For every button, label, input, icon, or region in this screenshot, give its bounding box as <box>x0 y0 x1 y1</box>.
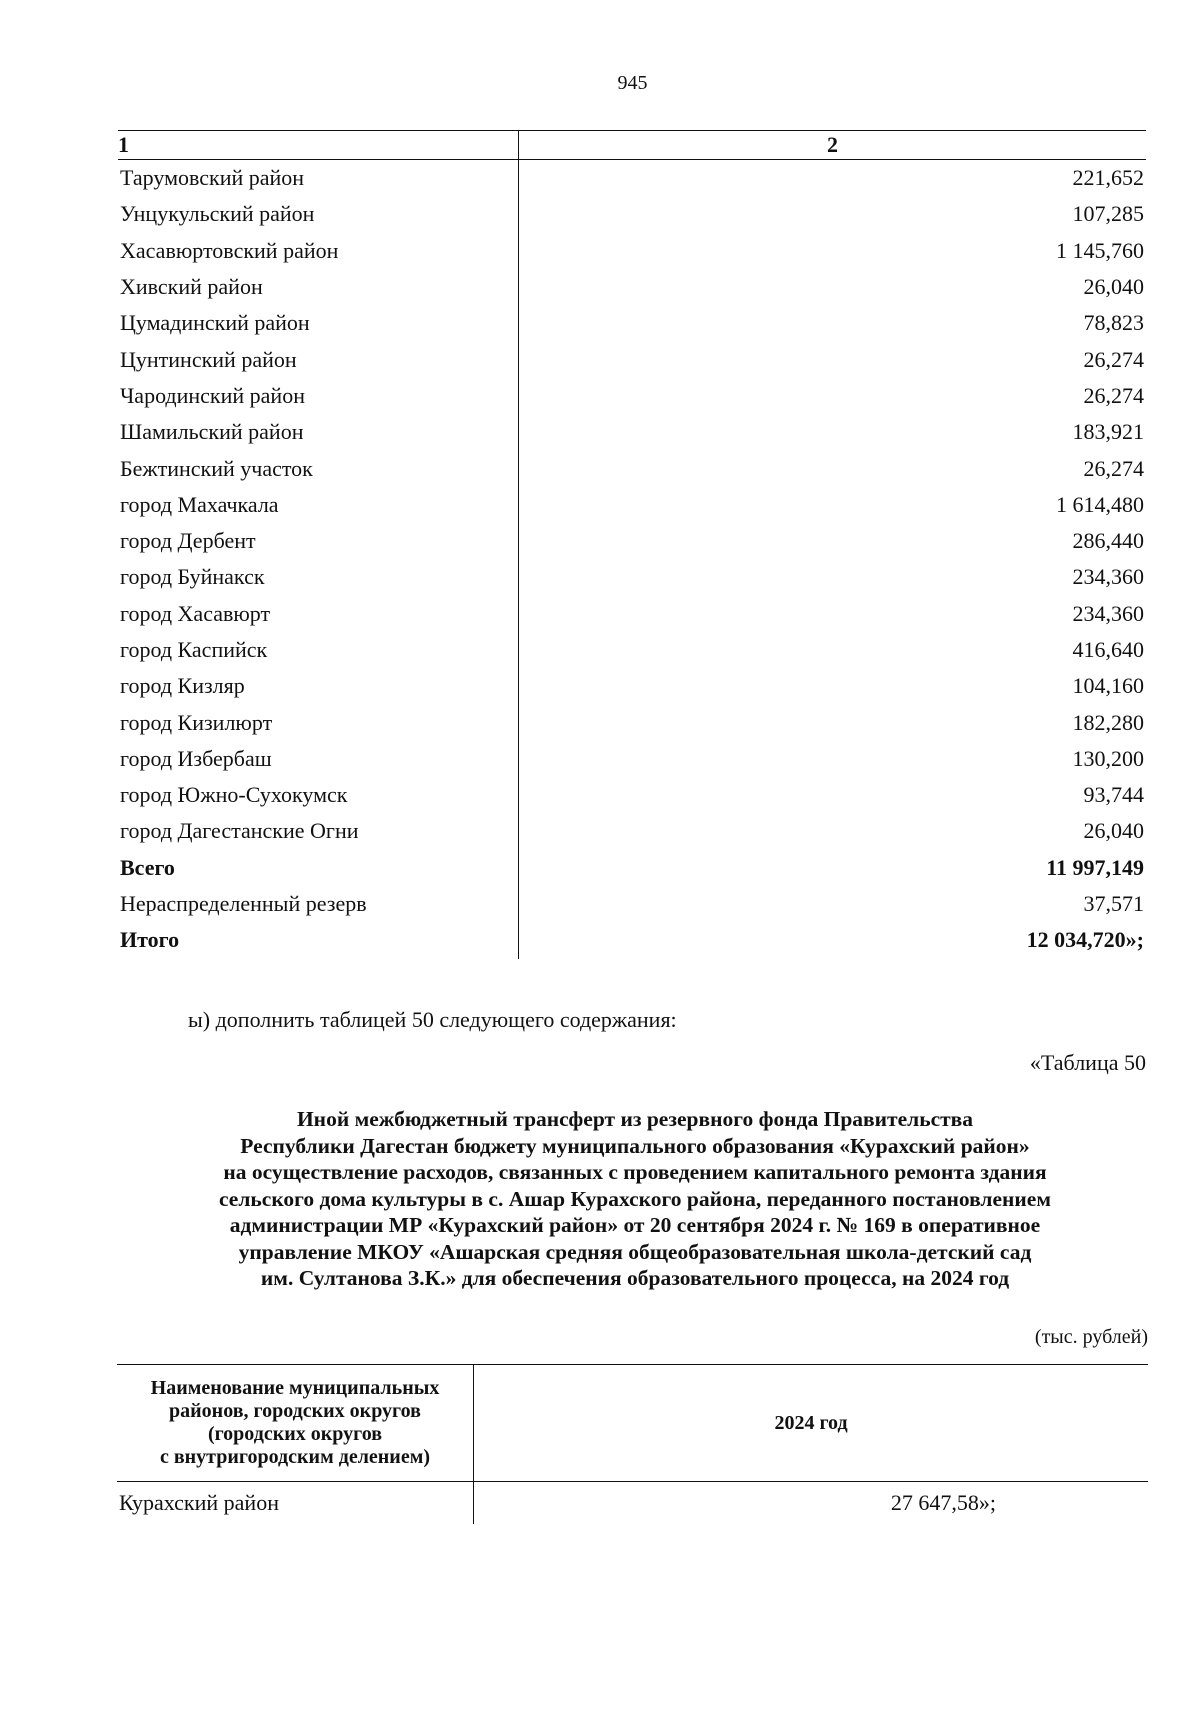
allocation-value: 11 997,149 <box>1046 854 1144 880</box>
title-line: Республики Дагестан бюджету муниципального образования «Курахский район» <box>240 1133 1030 1158</box>
transfer-table <box>117 1364 1148 1524</box>
allocation-value: 104,160 <box>1072 673 1144 699</box>
table-row <box>118 269 1146 305</box>
header-line: (городских округов <box>207 1423 383 1445</box>
header-line: Наименование муниципальных <box>150 1377 440 1399</box>
municipality-name: Хивский район <box>118 269 519 305</box>
table-row <box>118 777 1146 813</box>
municipality-name: Цумадинский район <box>118 305 519 341</box>
allocation-table <box>118 130 1146 959</box>
transfer-table-header <box>117 1365 1148 1482</box>
allocation-value: 26,040 <box>1083 274 1144 300</box>
allocation-value: 234,360 <box>1072 564 1144 590</box>
title-line: сельского дома культуры в с. Ашар Курахского района, переданного постановлением <box>219 1186 1051 1211</box>
municipality-name: Шамильский район <box>118 414 519 450</box>
column-header-1: 1 <box>118 131 519 160</box>
title-line: им. Султанова З.К.» для обеспечения образовательного процесса, на 2024 год <box>260 1266 1010 1290</box>
municipality-name: Итого <box>118 922 519 958</box>
municipality-name: город Хасавюрт <box>118 596 519 632</box>
table-row <box>118 233 1146 269</box>
allocation-value: 93,744 <box>1083 782 1144 808</box>
municipality-column-header <box>117 1365 474 1482</box>
municipality-name: Тарумовский район <box>118 160 519 197</box>
municipality-name: город Дагестанские Огни <box>118 813 519 849</box>
table-row <box>118 523 1146 559</box>
table-row <box>118 596 1146 632</box>
municipality-name: Хасавюртовский район <box>118 233 519 269</box>
table-row <box>118 378 1146 414</box>
table-row <box>118 922 1146 958</box>
allocation-value: 26,040 <box>1083 818 1144 844</box>
municipality-name: город Кизляр <box>118 668 519 704</box>
allocation-table-body <box>118 160 1146 959</box>
table-row <box>118 414 1146 450</box>
allocation-value: 12 034,720»; <box>1026 927 1144 953</box>
municipality-name: Цунтинский район <box>118 341 519 377</box>
allocation-value: 37,571 <box>1083 891 1144 917</box>
table-row <box>118 741 1146 777</box>
allocation-value: 107,285 <box>1072 201 1144 227</box>
title-line: Иной межбюджетный трансферт из резервного фонда Правительства <box>296 1107 974 1131</box>
municipality-name: Унцукульский район <box>118 196 519 232</box>
table-row <box>118 813 1146 849</box>
title-line: управление МКОУ «Ашарская средняя общеобразовательная школа-детский сад <box>238 1239 1032 1264</box>
allocation-value: 234,360 <box>1072 600 1144 626</box>
table-row <box>118 704 1146 740</box>
municipality-name: Нераспределенный резерв <box>118 886 519 922</box>
year-column-header: 2024 год <box>474 1365 1149 1482</box>
municipality-name: город Южно-Сухокумск <box>118 777 519 813</box>
units-label: (тыс. рублей) <box>1034 1326 1148 1348</box>
page-number: 945 <box>617 72 648 94</box>
title-line: администрации МР «Курахский район» от 20 сентября 2024 г. № 169 в оперативное <box>229 1213 1041 1237</box>
municipality-name: город Дербент <box>118 523 519 559</box>
municipality-name: город Махачкала <box>118 487 519 523</box>
table-row <box>118 341 1146 377</box>
municipality-name: город Кизилюрт <box>118 704 519 740</box>
table-row <box>118 196 1146 232</box>
header-line: с внутригородским делением) <box>159 1446 430 1468</box>
allocation-value: 1 614,480 <box>1056 491 1144 517</box>
table-title <box>110 1106 1160 1292</box>
municipality-name: Курахский район <box>117 1482 474 1525</box>
table-row <box>117 1482 1148 1525</box>
table-row <box>118 886 1146 922</box>
allocation-value: 1 145,760 <box>1056 237 1144 263</box>
header-line: районов, городских округов <box>169 1400 421 1422</box>
allocation-value: 221,652 <box>1072 165 1144 191</box>
allocation-value: 130,200 <box>1072 745 1144 771</box>
allocation-value: 26,274 <box>1083 346 1144 372</box>
allocation-value: 78,823 <box>1083 310 1144 336</box>
municipality-name: город Каспийск <box>118 632 519 668</box>
table-row <box>118 668 1146 704</box>
table-row <box>118 632 1146 668</box>
allocation-value: 26,274 <box>1083 382 1144 408</box>
table-row <box>118 850 1146 886</box>
municipality-name: город Избербаш <box>118 741 519 777</box>
column-header-2: 2 <box>519 131 1147 160</box>
table-row <box>118 487 1146 523</box>
allocation-value: 286,440 <box>1072 528 1144 554</box>
amendment-instruction: ы) дополнить таблицей 50 следующего содержания: <box>188 1007 677 1032</box>
table-row <box>118 559 1146 595</box>
allocation-table-header <box>118 131 1146 160</box>
municipality-name: Всего <box>118 850 519 886</box>
transfer-amount: 27 647,58»; <box>890 1490 996 1515</box>
municipality-name: Чародинский район <box>118 378 519 414</box>
table-row <box>118 450 1146 486</box>
title-line: на осуществление расходов, связанных с проведением капитального ремонта здания <box>223 1160 1047 1184</box>
allocation-value: 183,921 <box>1072 419 1144 445</box>
allocation-value: 26,274 <box>1083 455 1144 481</box>
table-label: «Таблица 50 <box>1029 1050 1146 1075</box>
municipality-name: город Буйнакск <box>118 559 519 595</box>
table-row <box>118 160 1146 197</box>
municipality-name: Бежтинский участок <box>118 450 519 486</box>
table-row <box>118 305 1146 341</box>
allocation-value: 182,280 <box>1072 709 1144 735</box>
allocation-value: 416,640 <box>1072 637 1144 662</box>
